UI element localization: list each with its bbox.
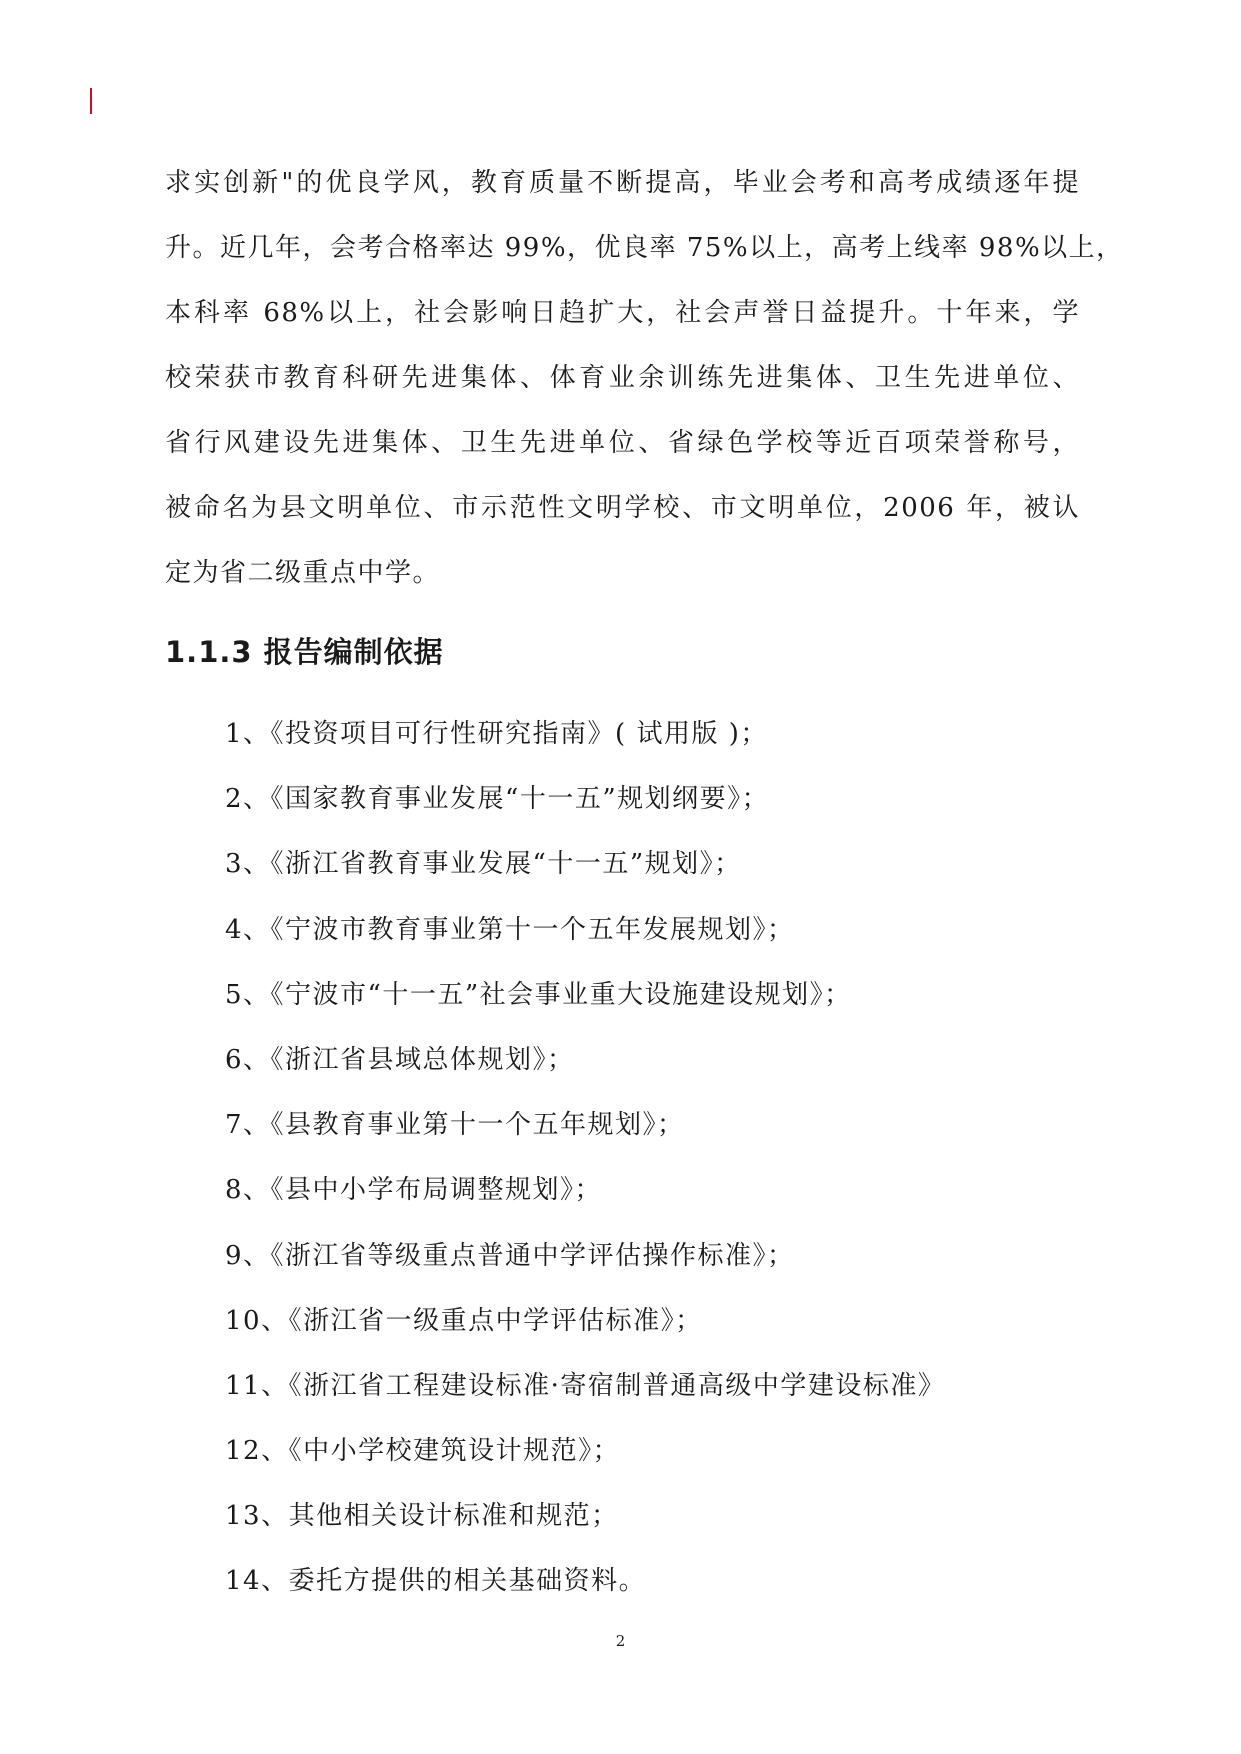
reference-list: [225, 702, 945, 1615]
list-item: 12、《中小学校建筑设计规范》；: [225, 1436, 621, 1467]
list-item: 3、《浙江省教育事业发展“十一五”规划》；: [225, 849, 742, 880]
list-item: 4、《宁波市教育事业第十一个五年发展规划》；: [225, 914, 795, 945]
list-item: 8、《县中小学布局调整规划》；: [225, 1175, 603, 1206]
page-number: 2: [615, 1632, 626, 1650]
paragraph-line: 求实创新"的优良学风，教育质量不断提高，毕业会考和高考成绩逐年提: [165, 168, 1080, 198]
list-item: 9、《浙江省等级重点普通中学评估操作标准》；: [225, 1240, 795, 1271]
paragraph-line: 升。近几年，会考合格率达 99%，优良率 75%以上，高考上线率 98%以上，: [165, 233, 1124, 263]
list-item: 2、《国家教育事业发展“十一五”规划纲要》；: [225, 784, 770, 815]
paragraph-line: 本科率 68%以上，社会影响日趋扩大，社会声誉日益提升。十年来，学: [165, 298, 1080, 328]
list-item: 6、《浙江省县域总体规划》；: [225, 1044, 575, 1075]
list-item: 14、委托方提供的相关基础资料。: [225, 1566, 647, 1597]
paragraph-line: 定为省二级重点中学。: [165, 558, 441, 588]
list-item: 13、其他相关设计标准和规范；: [225, 1501, 619, 1532]
body-paragraph: [165, 151, 1124, 606]
paragraph-line: 校荣获市教育科研先进集体、体育业余训练先进集体、卫生先进单位、: [165, 363, 1080, 393]
paragraph-line: 省行风建设先进集体、卫生先进单位、省绿色学校等近百项荣誉称号，: [165, 428, 1080, 458]
margin-change-mark: [90, 88, 92, 114]
section-heading: 1.1.3 报告编制依据: [165, 635, 444, 669]
list-item: 11、《浙江省工程建设标准·寄宿制普通高级中学建设标准》: [225, 1370, 946, 1401]
list-item: 1、《投资项目可行性研究指南》( 试用版 )；: [225, 719, 768, 749]
list-item: 10、《浙江省一级重点中学评估标准》；: [225, 1305, 703, 1336]
list-item: 7、《县教育事业第十一个五年规划》；: [225, 1110, 685, 1141]
list-item: 5、《宁波市“十一五”社会事业重大设施建设规划》；: [225, 979, 852, 1010]
paragraph-line: 被命名为县文明单位、市示范性文明学校、市文明单位，2006 年，被认: [165, 493, 1080, 523]
